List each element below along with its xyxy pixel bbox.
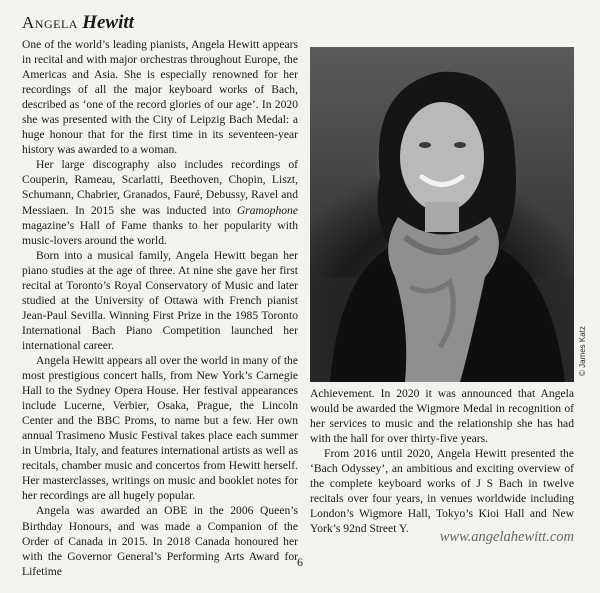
bio-paragraph-4: Angela Hewitt appears all over the world in many of the most prestigious concert halls, from New York’s Carnegie Hall to the Sydney Opera House. Her festival appearances include Lucerne, Verbier, Osaka, Prague, the Lincoln Center and the BBC Proms, to name but a few. Her own annual Trasimeno Music Festival takes place each summer in Umbria, Italy, and features international artists as well as recitals, chamber music and concertos from Hewitt herself. Her masterclasses, writings on music and booklet notes for her recordings are all hugely popular. xyxy=(22,353,298,503)
bio-paragraph-2 xyxy=(22,157,298,247)
artist-portrait-photo xyxy=(310,47,574,382)
bio-paragraph-2-rest: magazine’s Hall of Fame thanks to her popularity with music-lovers around the world. xyxy=(22,218,298,247)
artist-first-name: Angela xyxy=(22,13,78,32)
left-column-text xyxy=(22,37,298,579)
bio-paragraph-3: Born into a musical family, Angela Hewitt began her piano studies at the age of three. At nine she gave her first recital at Toronto’s Royal Conservatory of Music and later studied at the University of Ottawa with French pianist Jean-Paul Sevilla. Winning First Prize in the 1985 Toronto International Bach Piano Competition launched her international career. xyxy=(22,248,298,352)
bio-paragraph-7: From 2016 until 2020, Angela Hewitt presented the ‘Bach Odyssey’, an ambitious and exciting overview of the complete keyboard works of J S Bach in twelve recitals over four years, in venues worldwide including London’s Wigmore Hall, Tokyo’s Kioi Hall and New York’s 92nd Street Y. xyxy=(310,447,574,536)
gramophone-title: Gramophone xyxy=(236,203,298,217)
bio-paragraph-5: Angela was awarded an OBE in the 2006 Queen’s Birthday Honours, and was made a Companion of the Order of Canada in 2015. In 2018 Canada honoured her with the Governor General’s Performing Arts Award for Lifetime xyxy=(22,504,298,578)
photo-credit: © James Katz xyxy=(578,326,587,376)
page-number: 6 xyxy=(297,555,303,569)
bio-paragraph-2-text: Her large discography also includes recordings of Couperin, Rameau, Scarlatti, Beethoven, Chopin, Liszt, Schumann, Chabrier, Granados, Fauré, Debussy, Ravel and Messiaen. In 2015 she was inducted into xyxy=(22,158,298,217)
artist-last-name: Hewitt xyxy=(82,12,134,33)
artist-heading xyxy=(22,12,134,34)
bio-paragraph-1: One of the world’s leading pianists, Angela Hewitt appears in recital and with major orchestras throughout Europe, the Americas and Asia. She is especially renowned for her recordings of all the major keyboard works of Bach, described as ‘one of the record glories of our age’. In 2020 she was presented with the City of Leipzig Bach Medal: a huge honour that for the first time in its seventeen-year history was awarded to a woman. xyxy=(22,38,298,157)
right-column-text xyxy=(310,386,574,536)
website-url: www.angelahewitt.com xyxy=(439,529,574,545)
bio-paragraph-6: Achievement. In 2020 it was announced that Angela would be awarded the Wigmore Medal in recognition of her services to music and the relationship she has had with the hall for over thirty-five years. xyxy=(310,387,574,446)
portrait-illustration xyxy=(310,47,574,382)
